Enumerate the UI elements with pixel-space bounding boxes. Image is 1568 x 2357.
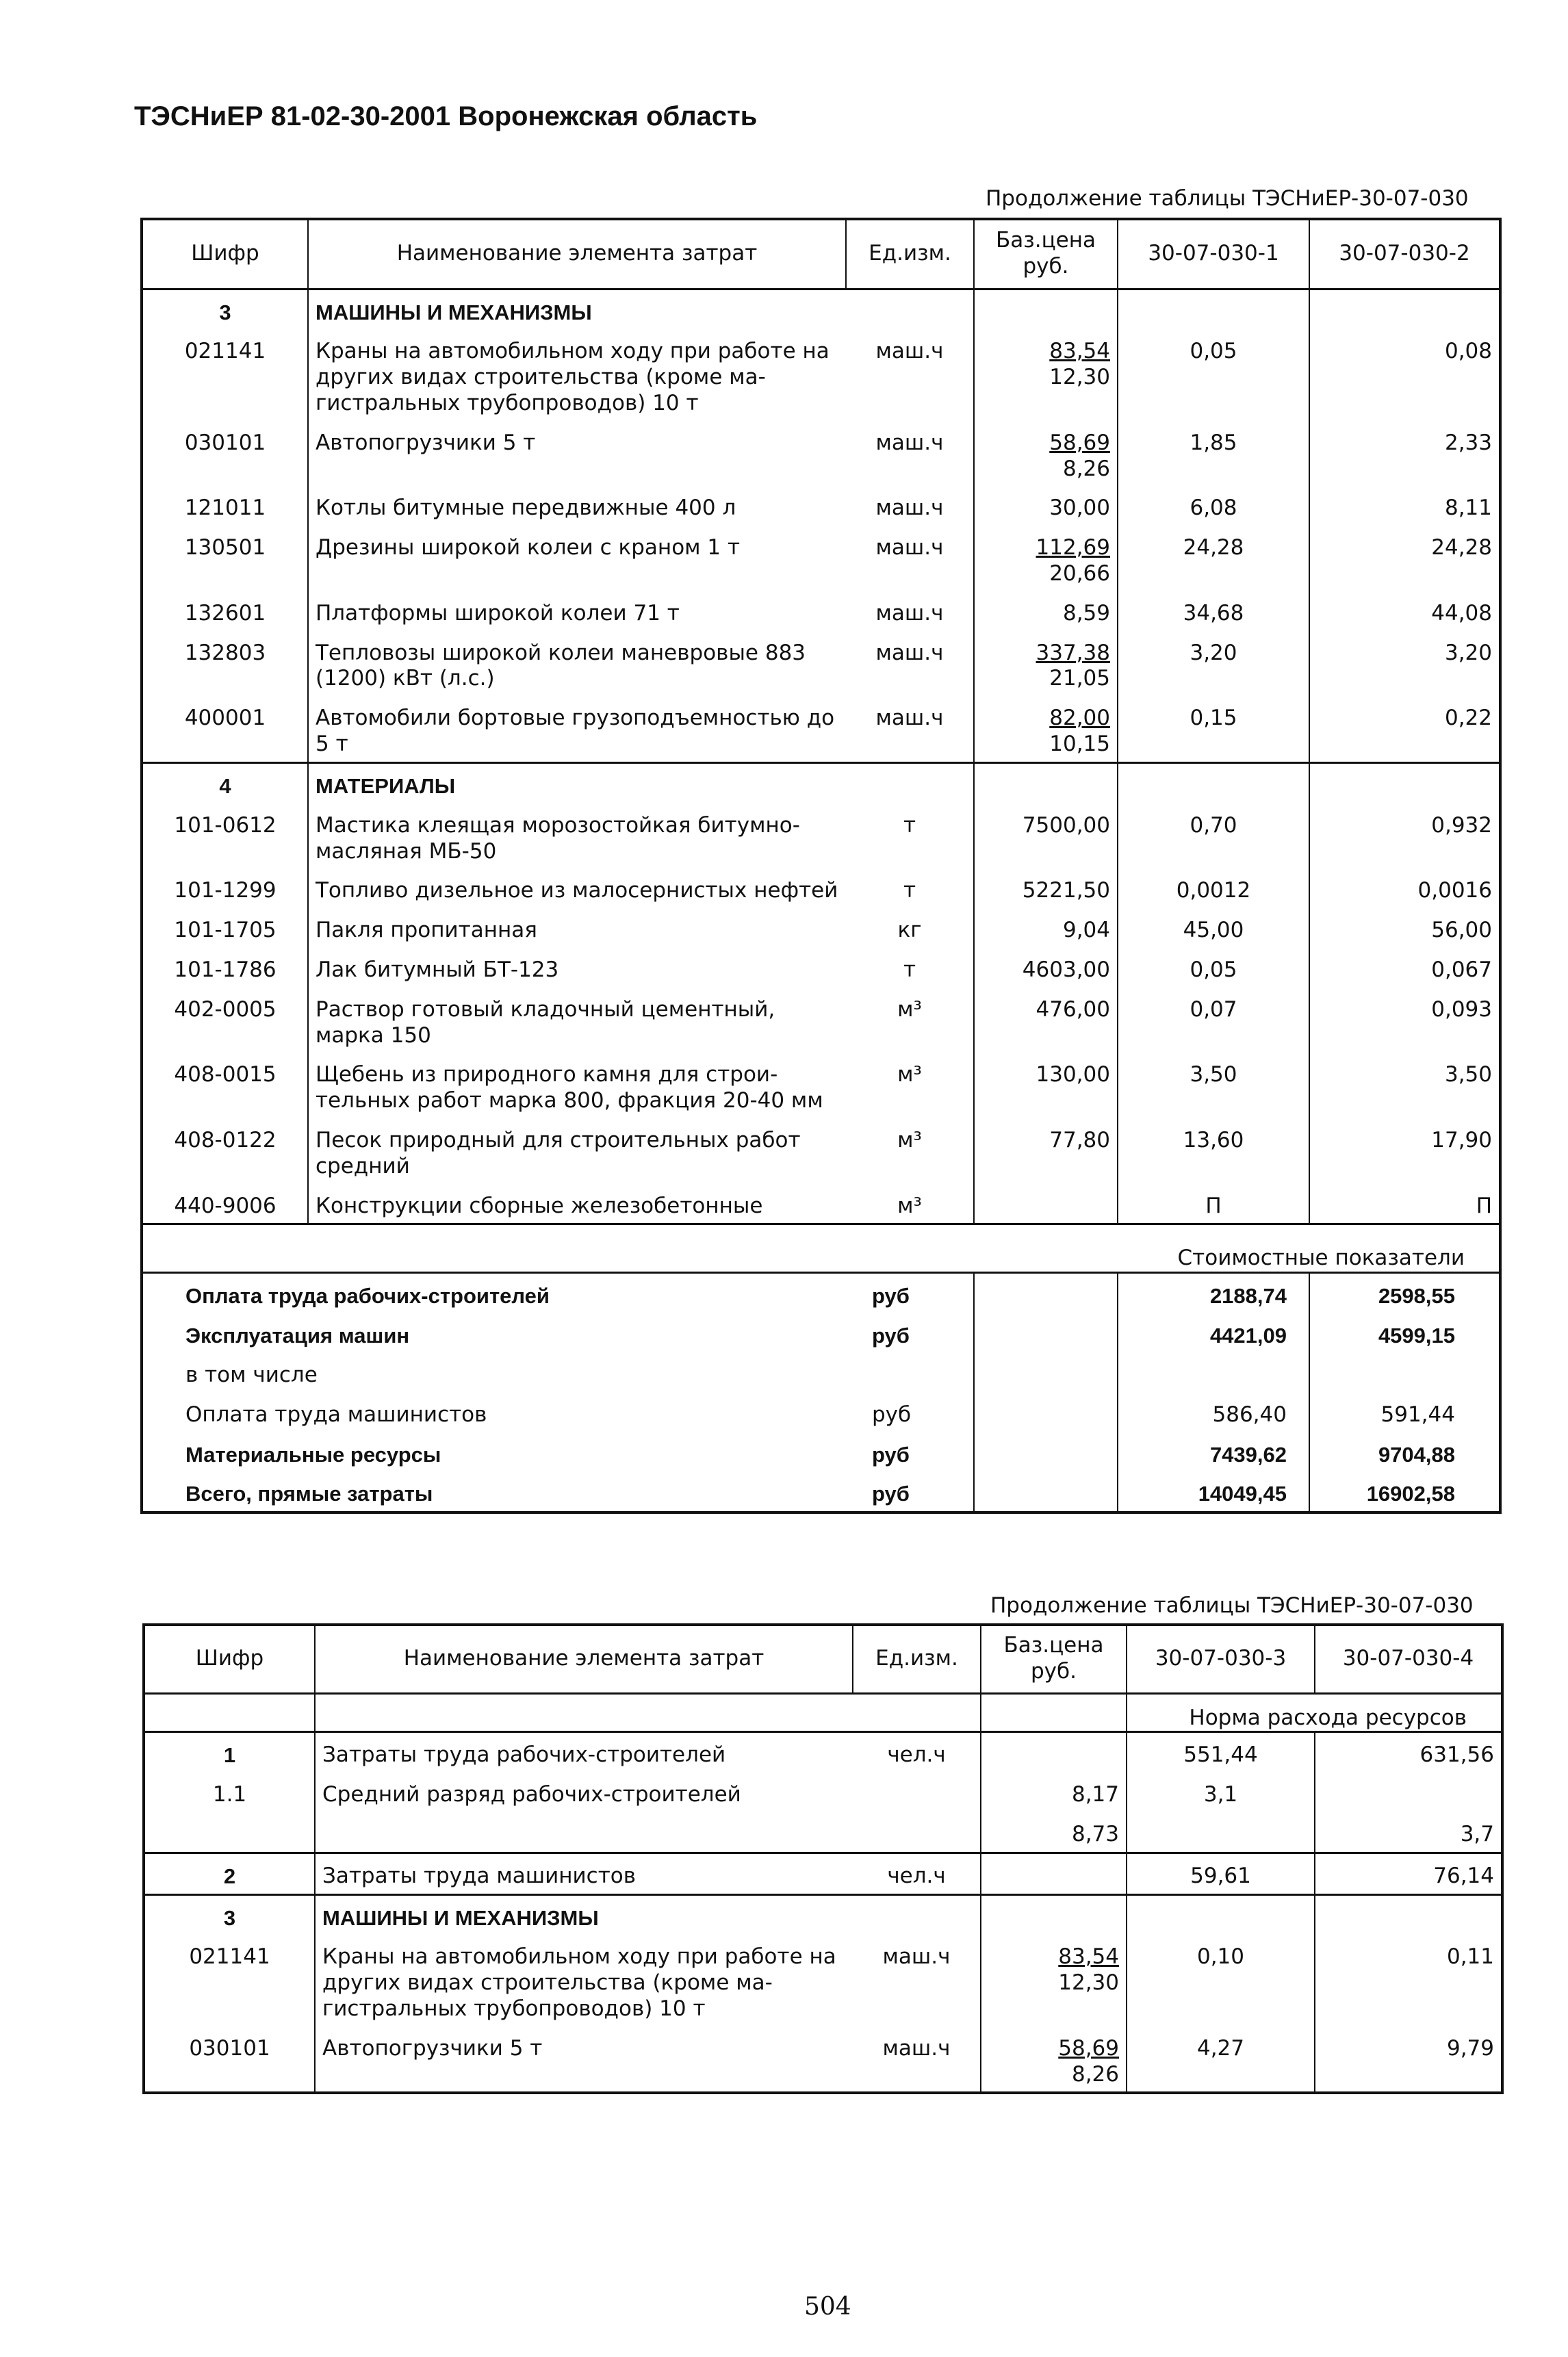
norm-value-1: 3,1: [1127, 1773, 1315, 1812]
base-price-cell: [974, 948, 1118, 988]
base-price-cell: [981, 1812, 1127, 1853]
resource-name: Тепловозы широкой колеи маневровые 883 (1200) кВт (л.с.): [308, 631, 846, 697]
resource-unit: т: [903, 812, 916, 838]
base-price-cell: [981, 1732, 1127, 1773]
summary-label: в том числе: [185, 1362, 318, 1387]
empty-cell: [974, 1273, 1118, 1313]
base-price-value: [1063, 918, 1110, 944]
summary-label: Оплата труда рабочих-строителей: [142, 1273, 846, 1313]
resource-name: Средний разряд рабочих-строителей: [315, 1773, 853, 1812]
table-row: [142, 1118, 1500, 1184]
summary-unit: руб: [872, 1482, 910, 1506]
summary-value-1: 7439,62: [1118, 1432, 1309, 1472]
summary-value-1: 14049,45: [1118, 1471, 1309, 1512]
base-price-cell: [981, 1853, 1127, 1894]
resource-unit: маш.ч: [875, 706, 944, 731]
resource-unit: м³: [897, 1128, 922, 1152]
table-row: [142, 1053, 1500, 1118]
resource-name: Лак битумный БТ-123: [308, 948, 846, 988]
norm-value-1: 4,27: [1127, 2026, 1315, 2094]
resource-code: 132601: [184, 600, 266, 626]
norm-value-2: 3,20: [1309, 631, 1500, 697]
base-price-wage: 8,17: [1071, 1782, 1119, 1807]
section-row: [142, 762, 1500, 803]
resource-code: 440-9006: [174, 1193, 277, 1218]
table-row: [142, 696, 1500, 762]
empty-cell: [974, 1432, 1118, 1472]
summary-unit: руб: [872, 1442, 910, 1467]
base-price-cell: [981, 1773, 1127, 1812]
norm-value-1: 24,28: [1118, 526, 1309, 591]
resource-name: Затраты труда рабочих-строителей: [315, 1732, 853, 1773]
resource-code: 2: [144, 1853, 315, 1894]
base-price-cell: [974, 631, 1118, 697]
norm-value-1: 3,20: [1118, 631, 1309, 697]
norm-value-1: 0,15: [1118, 696, 1309, 762]
base-price-value: [1036, 641, 1110, 693]
resource-unit: маш.ч: [875, 600, 944, 626]
resource-unit: кг: [897, 918, 922, 943]
empty-cell: [974, 1471, 1118, 1512]
table-row: [142, 486, 1500, 526]
base-price-cell: [974, 908, 1118, 948]
base-price-total: 58,69: [1049, 430, 1110, 455]
resource-name: Краны на автомобильном ходу при работе на других видах строительства (кроме ма-гистральных трубопроводов) 10 т: [315, 1935, 853, 2026]
resource-name: Платформы широкой колеи 71 т: [308, 591, 846, 631]
base-price-wage: 476,00: [1036, 996, 1110, 1022]
base-price-wage: 8,26: [1062, 456, 1110, 481]
base-price-cell: [974, 329, 1118, 420]
base-price-value: [1036, 997, 1110, 1023]
norm-value-2: 44,08: [1309, 591, 1500, 631]
summary-value-2: [1309, 1353, 1500, 1393]
header-col-2: 30-07-030-2: [1309, 219, 1500, 289]
summary-value-1: 4421,09: [1118, 1313, 1309, 1353]
header-base-price: Баз.цена руб.: [974, 219, 1118, 289]
base-price-wage: 77,80: [1049, 1128, 1110, 1152]
norm-caption-row: [144, 1693, 1502, 1732]
resource-name: Конструкции сборные железобетонные: [308, 1184, 846, 1224]
resource-unit: маш.ч: [875, 535, 944, 561]
resource-code: 030101: [189, 2035, 270, 2061]
empty-cell: [1309, 762, 1500, 803]
resource-name: Автопогрузчики 5 т: [308, 421, 846, 487]
norm-value-1: 0,10: [1127, 1935, 1315, 2026]
resource-code: 402-0005: [174, 996, 277, 1022]
resource-code: 408-0122: [174, 1128, 277, 1152]
base-price-value: [1063, 601, 1110, 627]
section-code: 4: [142, 762, 308, 803]
base-price-cell: [974, 803, 1118, 869]
base-price-wage: 20,66: [1049, 561, 1110, 586]
norm-value-2: 9,79: [1315, 2026, 1502, 2094]
empty-cell: [981, 1693, 1127, 1732]
base-price-cell: [974, 988, 1118, 1053]
resource-unit: [853, 1812, 981, 1853]
empty-cell: [315, 1693, 853, 1732]
summary-label: Оплата труда машинистов: [185, 1402, 487, 1427]
section-code: 3: [219, 300, 231, 324]
summary-value-2: 591,44: [1309, 1393, 1500, 1432]
table-row: [142, 591, 1500, 631]
table-row: [144, 1773, 1502, 1812]
base-price-value: [1049, 339, 1110, 391]
header-col-3: 30-07-030-3: [1127, 1625, 1315, 1693]
resource-unit: т: [903, 957, 916, 982]
norm-value-1: [1127, 1812, 1315, 1853]
section-title: МАШИНЫ И МЕХАНИЗМЫ: [308, 289, 846, 329]
empty-cell: [1127, 1894, 1315, 1935]
norm-value-1: 0,70: [1118, 803, 1309, 869]
norm-value-2: 3,50: [1309, 1053, 1500, 1118]
table-row: [142, 868, 1500, 908]
table1-caption: Продолжение таблицы ТЭСНиЕР-30-07-030: [986, 186, 1469, 211]
table-row: [144, 1935, 1502, 2026]
base-price-total: 112,69: [1036, 535, 1110, 561]
resource-unit: м³: [897, 1062, 922, 1087]
summary-label: Материальные ресурсы: [185, 1442, 441, 1467]
resource-code: 101-1705: [174, 918, 277, 943]
base-price-cell: [974, 421, 1118, 487]
resource-unit: маш.ч: [875, 495, 944, 521]
summary-value-1: [1118, 1353, 1309, 1393]
base-price-total: 83,54: [1058, 1944, 1119, 1970]
base-price-cell: [974, 1053, 1118, 1118]
base-price-value: [1058, 2036, 1119, 2088]
summary-unit: руб: [846, 1273, 974, 1313]
summary-caption-row: [142, 1224, 1500, 1273]
empty-cell: [144, 1693, 315, 1732]
norm-value-2: 17,90: [1309, 1118, 1500, 1184]
norm-value-2: 56,00: [1309, 908, 1500, 948]
base-price-cell: [981, 1935, 1127, 2026]
base-price-value: [1049, 495, 1110, 521]
norm-value-1: 3,50: [1118, 1053, 1309, 1118]
norm-value-1: 551,44: [1127, 1732, 1315, 1773]
base-price-wage: 12,30: [1058, 1970, 1119, 1996]
base-price-wage: 7500,00: [1022, 812, 1110, 838]
norm-caption: Норма расхода ресурсов: [1127, 1693, 1502, 1732]
header-code: Шифр: [144, 1625, 315, 1693]
norm-value-2: 0,11: [1315, 1935, 1502, 2026]
base-price-cell: [974, 1118, 1118, 1184]
base-price-value: [1049, 1128, 1110, 1154]
base-price-wage: 5221,50: [1022, 878, 1110, 903]
summary-value-2: 16902,58: [1309, 1471, 1500, 1512]
resource-code: 021141: [189, 1944, 270, 1970]
base-price-value: [1023, 878, 1110, 904]
empty-cell: [1309, 289, 1500, 329]
resource-name: Раствор готовый кладочный цементный, марка 150: [308, 988, 846, 1053]
summary-value-1: 2188,74: [1118, 1273, 1309, 1313]
header-unit: Ед.изм.: [853, 1625, 981, 1693]
resource-code: 130501: [184, 535, 266, 561]
summary-value-2: 9704,88: [1309, 1432, 1500, 1472]
base-price-cell: [974, 526, 1118, 591]
empty-cell: [974, 1353, 1118, 1393]
base-price-value: [1072, 1822, 1119, 1848]
norm-value-2: 2,33: [1309, 421, 1500, 487]
resource-code: 021141: [184, 339, 266, 364]
norm-value-2: 0,0016: [1309, 868, 1500, 908]
section-title: МАШИНЫ И МЕХАНИЗМЫ: [315, 1894, 853, 1935]
base-price-total: 82,00: [1049, 706, 1110, 731]
resource-name: [315, 1812, 853, 1853]
resource-unit: маш.ч: [882, 1944, 951, 1970]
empty-cell: [974, 1313, 1118, 1353]
norm-value-1: 0,0012: [1118, 868, 1309, 908]
summary-label: Всего, прямые затраты: [185, 1482, 433, 1506]
base-price-value: [1049, 430, 1110, 482]
table-row: [144, 1812, 1502, 1853]
resource-name: Автомобили бортовые грузоподъемностью до 5 т: [308, 696, 846, 762]
table-row: [142, 908, 1500, 948]
norm-value-1: 13,60: [1118, 1118, 1309, 1184]
resource-code: 101-1299: [174, 878, 277, 903]
norm-value-1: 0,05: [1118, 329, 1309, 420]
norm-value-2: [1315, 1773, 1502, 1812]
norm-value-1: 1,85: [1118, 421, 1309, 487]
header-name: Наименование элемента затрат: [308, 219, 846, 289]
resource-name: Песок природный для строительных работ средний: [308, 1118, 846, 1184]
base-price-cell: [974, 696, 1118, 762]
resource-table-2: [142, 1623, 1504, 2094]
summary-label: Эксплуатация машин: [185, 1324, 410, 1348]
norm-value-2: 24,28: [1309, 526, 1500, 591]
empty-cell: [974, 289, 1118, 329]
empty-cell: [1315, 1894, 1502, 1935]
summary-value-1: 586,40: [1118, 1393, 1309, 1432]
summary-row: [142, 1353, 1500, 1393]
empty-cell: [1118, 289, 1309, 329]
base-price-total: 58,69: [1058, 2035, 1119, 2061]
base-price-value: [1023, 957, 1110, 983]
summary-row: [142, 1273, 1500, 1313]
table-row: [144, 2026, 1502, 2094]
header-name: Наименование элемента затрат: [315, 1625, 853, 1693]
resource-table-1: [140, 218, 1502, 1514]
resource-name: Дрезины широкой колеи с краном 1 т: [308, 526, 846, 591]
resource-unit: м³: [897, 1193, 922, 1218]
resource-unit: маш.ч: [875, 339, 944, 364]
norm-value-1: 0,05: [1118, 948, 1309, 988]
summary-unit: руб: [872, 1324, 910, 1348]
table-row: [142, 803, 1500, 869]
base-price-value: [1058, 1944, 1119, 1996]
base-price-wage: 130,00: [1036, 1062, 1110, 1087]
base-price-wage: 8,26: [1071, 2061, 1119, 2087]
resource-code: 408-0015: [174, 1062, 277, 1087]
norm-value-2: 0,22: [1309, 696, 1500, 762]
base-price-cell: [974, 486, 1118, 526]
header-col-1: 30-07-030-1: [1118, 219, 1309, 289]
norm-value-1: П: [1118, 1184, 1309, 1224]
base-price-total: 337,38: [1036, 640, 1110, 665]
base-price-value: [1036, 535, 1110, 587]
summary-row: [142, 1432, 1500, 1472]
table-row: [142, 526, 1500, 591]
norm-value-2: 76,14: [1315, 1853, 1502, 1894]
base-price-cell: [974, 868, 1118, 908]
summary-unit: [846, 1353, 974, 1393]
section-code: 3: [144, 1894, 315, 1935]
resource-code: [144, 1812, 315, 1853]
table-row: [142, 948, 1500, 988]
table2-caption: Продолжение таблицы ТЭСНиЕР-30-07-030: [990, 1593, 1474, 1618]
table-row: [142, 1184, 1500, 1224]
summary-row: [142, 1471, 1500, 1512]
page-title: ТЭСНиЕР 81-02-30-2001 Воронежская область: [134, 101, 758, 131]
section-row: [142, 289, 1500, 329]
resource-name: Мастика клеящая морозостойкая битумно-масляная МБ-50: [308, 803, 846, 869]
summary-row: [142, 1393, 1500, 1432]
resource-unit: чел.ч: [853, 1732, 981, 1773]
resource-name: Автопогрузчики 5 т: [315, 2026, 853, 2094]
summary-value-2: 2598,55: [1309, 1273, 1500, 1313]
resource-unit: маш.ч: [875, 640, 944, 665]
summary-caption: Стоимостные показатели: [142, 1224, 1500, 1273]
header-col-4: 30-07-030-4: [1315, 1625, 1502, 1693]
norm-value-2: 0,08: [1309, 329, 1500, 420]
base-price-wage: 8,59: [1062, 600, 1110, 626]
base-price-value: [1023, 813, 1110, 839]
norm-value-2: 8,11: [1309, 486, 1500, 526]
resource-unit: м³: [897, 996, 922, 1022]
resource-code: 101-1786: [174, 957, 277, 982]
resource-code: 1: [144, 1732, 315, 1773]
summary-unit: руб: [872, 1402, 912, 1427]
header-base-price: Баз.цена руб.: [981, 1625, 1127, 1693]
section-title: МАТЕРИАЛЫ: [308, 762, 846, 803]
resource-unit: маш.ч: [875, 430, 944, 455]
resource-unit: [853, 1773, 981, 1812]
norm-value-2: 0,093: [1309, 988, 1500, 1053]
base-price-wage: 12,30: [1049, 365, 1110, 390]
base-price-cell: [974, 1184, 1118, 1224]
resource-code: 400001: [184, 706, 266, 731]
empty-cell: [981, 1894, 1127, 1935]
empty-cell: [853, 1693, 981, 1732]
section-row: [144, 1894, 1502, 1935]
norm-value-2: 631,56: [1315, 1732, 1502, 1773]
resource-unit: т: [903, 878, 916, 903]
norm-value-2: 0,067: [1309, 948, 1500, 988]
norm-value-2: П: [1309, 1184, 1500, 1224]
norm-value-2: 0,932: [1309, 803, 1500, 869]
resource-name: Топливо дизельное из малосернистых нефтей: [308, 868, 846, 908]
resource-name: Щебень из природного камня для строи-тельных работ марка 800, фракция 20-40 мм: [308, 1053, 846, 1118]
page-number: 504: [804, 2293, 851, 2321]
base-price-value: [1072, 1782, 1119, 1808]
empty-cell: [846, 289, 974, 329]
resource-name: Краны на автомобильном ходу при работе на других видах строительства (кроме ма-гистральных трубопроводов) 10 т: [308, 329, 846, 420]
table-row: [142, 329, 1500, 420]
norm-value-1: 59,61: [1127, 1853, 1315, 1894]
resource-name: Котлы битумные передвижные 400 л: [308, 486, 846, 526]
resource-name: Пакля пропитанная: [308, 908, 846, 948]
base-price-value: [1049, 706, 1110, 758]
empty-cell: [853, 1894, 981, 1935]
resource-code: 121011: [184, 495, 266, 521]
table-row: [142, 988, 1500, 1053]
norm-value-1: 45,00: [1118, 908, 1309, 948]
empty-cell: [846, 762, 974, 803]
resource-code: 1.1: [212, 1782, 247, 1807]
base-price-wage: 21,05: [1049, 666, 1110, 691]
base-price-wage: 10,15: [1049, 732, 1110, 757]
base-price-wage: 8,73: [1071, 1821, 1119, 1846]
header-unit: Ед.изм.: [846, 219, 974, 289]
resource-code: 132803: [184, 640, 266, 665]
empty-cell: [1118, 762, 1309, 803]
base-price-cell: [981, 2026, 1127, 2094]
base-price-cell: [974, 591, 1118, 631]
resource-code: 030101: [184, 430, 266, 455]
base-price-wage: 30,00: [1049, 495, 1110, 521]
header-code: Шифр: [142, 219, 308, 289]
norm-value-1: 0,07: [1118, 988, 1309, 1053]
resource-name: Затраты труда машинистов: [315, 1853, 853, 1894]
base-price-total: 83,54: [1049, 339, 1110, 364]
norm-value-2: 3,7: [1315, 1812, 1502, 1853]
norm-value-1: 34,68: [1118, 591, 1309, 631]
table-row: [144, 1853, 1502, 1894]
empty-cell: [974, 1393, 1118, 1432]
resource-unit: чел.ч: [853, 1853, 981, 1894]
table-row: [142, 421, 1500, 487]
norm-value-1: 6,08: [1118, 486, 1309, 526]
table-row: [142, 631, 1500, 697]
empty-cell: [974, 762, 1118, 803]
base-price-wage: 9,04: [1062, 918, 1110, 943]
table-row: [144, 1732, 1502, 1773]
summary-value-2: 4599,15: [1309, 1313, 1500, 1353]
summary-row: [142, 1313, 1500, 1353]
base-price-wage: 4603,00: [1022, 957, 1110, 982]
resource-unit: маш.ч: [882, 2035, 951, 2061]
resource-code: 101-0612: [174, 812, 277, 838]
base-price-value: [1036, 1062, 1110, 1088]
